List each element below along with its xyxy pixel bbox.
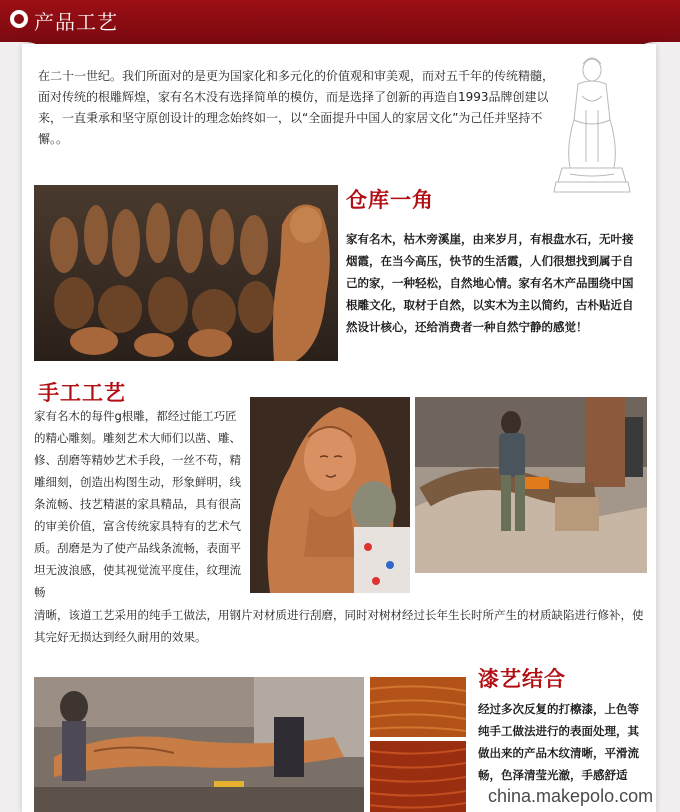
carving-closeup-photo	[250, 397, 410, 593]
warehouse-photo	[34, 185, 338, 361]
circle-ring-icon	[10, 10, 28, 28]
lacquer-section-title: 漆艺结合	[478, 667, 566, 691]
workshop-sawing-photo	[415, 397, 647, 573]
wood-grain-photo-top	[370, 677, 466, 737]
intro-paragraph: 在二十一世纪。我们所面对的是更为国家化和多元化的价值观和审美观，而对五千年的传统精髓，面对传统的根雕辉煌，家有名木没有选择简单的模仿，而是选择了创新的再造自1993品牌创建以来，一直秉承和坚守原创设计的理念始终如一，以“全面提升中国人的家居文化”为己任并坚持不懈。。	[38, 69, 555, 146]
craft-paragraph-wide: 清晰，该道工艺采用的纯手工做法，用钢片对材质进行刮磨，同时对树材经过长年生长时所产生的材质缺陷进行修补，使其完好无损达到经久耐用的效果。	[34, 608, 644, 644]
lacquer-paragraph: 经过多次反复的打檫漆，上色等纯手工做法进行的表面处理，其做出来的产品木纹清晰，平滑流畅，色泽清莹光澈，手感舒适	[478, 702, 639, 782]
warehouse-paragraph: 家有名木，枯木旁溪崖，由来岁月，有根盘水石，无叶接烟霞，在当今高压，快节的生活霞，人们很想找到属于自己的家，一种轻松，自然地心情。家有名木产品围绕中国根雕文化，取材于自然，以实木为主以简约，古朴贴近自然设计核心，还给消费者一种自然宁静的感觉！	[346, 232, 634, 334]
guanyin-statue-image	[548, 50, 634, 196]
craft-paragraph-narrow: 家有名木的每件g根雕，都经过能工巧匠的精心雕刻。雕刻艺术大师们以凿、雕、修、刮磨等精妙艺术手段，一丝不苟，精雕细刻，创造出构图生动，形象鲜明，线条流畅、技艺精湛的家具精品，具有很高的审美价值，富含传统家具特有的艺术气质。刮磨是为了使产品线条流畅，表面平坦无波浪感，使其视觉流平度佳，纹理流畅	[34, 409, 241, 599]
craft-section-title: 手工工艺	[38, 381, 126, 405]
warehouse-section-title: 仓库一角	[346, 188, 434, 212]
wood-grain-photo-bottom	[370, 741, 466, 812]
craftsmen-photo	[34, 677, 364, 812]
page-title: 产品工艺	[34, 10, 118, 34]
watermark-text: china.makepolo.com	[488, 786, 654, 806]
